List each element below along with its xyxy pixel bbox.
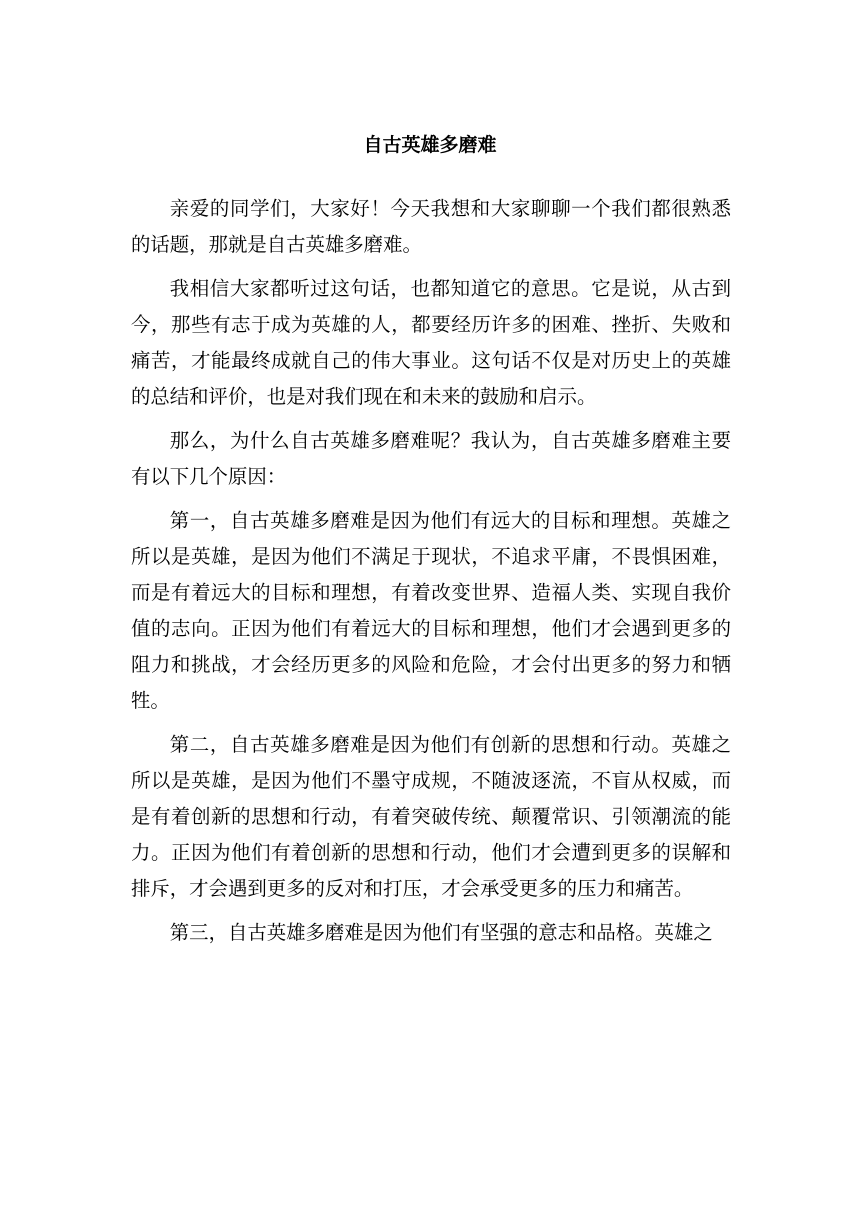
paragraph-question: 那么，为什么自古英雄多磨难呢？我认为，自古英雄多磨难主要有以下几个原因： (131, 429, 731, 488)
paragraph-reason-2: 第二，自古英雄多磨难是因为他们有创新的思想和行动。英雄之所以是英雄，是因为他们不墨守成规，不随波逐流，不盲从权威，而是有着创新的思想和行动，有着突破传统、颠覆常识、引领潮流的能力。正因为他们有着创新的思想和行动，他们才会遭到更多的误解和排斥，才会遇到更多的反对和打压，才会承受更多的压力和痛苦。 (131, 733, 731, 900)
document-title: 自古英雄多磨难 (363, 134, 497, 156)
paragraph-reason-3: 第三，自古英雄多磨难是因为他们有坚强的意志和品格。英雄之 (169, 921, 713, 944)
paragraph-meaning: 我相信大家都听过这句话，也都知道它的意思。它是说，从古到今，那些有志于成为英雄的人，都要经历许多的困难、挫折、失败和痛苦，才能最终成就自己的伟大事业。这句话不仅是对历史上的英雄的总结和评价，也是对我们现在和未来的鼓励和启示。 (131, 277, 731, 408)
document-body (131, 191, 731, 959)
paragraph-greeting: 亲爱的同学们，大家好！今天我想和大家聊聊一个我们都很熟悉的话题，那就是自古英雄多磨难。 (131, 197, 731, 256)
paragraph-reason-1: 第一，自古英雄多磨难是因为他们有远大的目标和理想。英雄之所以是英雄，是因为他们不满足于现状，不追求平庸，不畏惧困难，而是有着远大的目标和理想，有着改变世界、造福人类、实现自我价值的志向。正因为他们有着远大的目标和理想，他们才会遇到更多的阻力和挑战，才会经历更多的风险和危险，才会付出更多的努力和牺牲。 (131, 509, 731, 712)
